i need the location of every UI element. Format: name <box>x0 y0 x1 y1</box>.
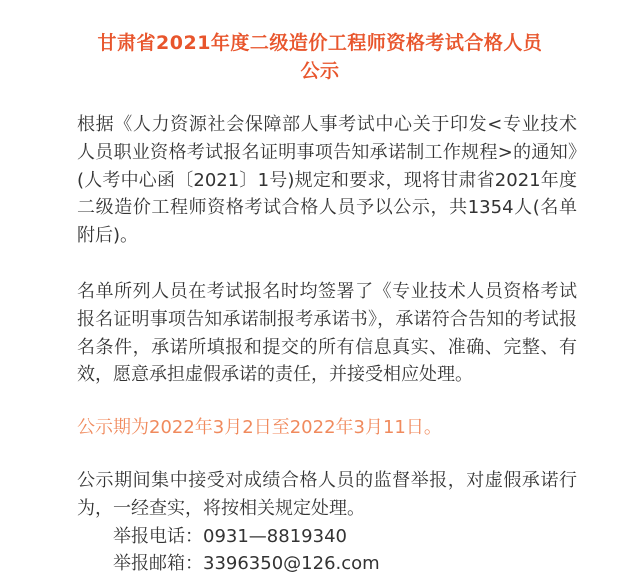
paragraph-legal-basis: 根据《人力资源社会保障部人事考试中心关于印发<专业技术人员职业资格考试报名证明事项告知承诺制工作规程>的通知》(人考中心函〔2021〕1号)规定和要求，现将甘肃省2021年度二级造价工程师资格考试合格人员予以公示，共1354人(名单附后)。 <box>77 114 577 247</box>
paragraph-commitment: 名单所列人员在考试报名时均签署了《专业技术人员资格考试报名证明事项告知承诺制报考承诺书》，承诺符合告知的考试报名条件，承诺所填报和提交的所有信息真实、准确、完整、有效，愿意承担虚假承诺的责任，并接受相应处理。 <box>77 281 577 386</box>
report-email: 举报邮箱：3396350@126.com <box>113 553 380 574</box>
report-phone: 举报电话：0931—8819340 <box>113 526 347 547</box>
announcement-title-line2: 公示 <box>300 60 340 82</box>
announcement-title-line1: 甘肃省2021年度二级造价工程师资格考试合格人员 <box>97 32 543 54</box>
paragraph-supervision: 公示期间集中接受对成绩合格人员的监督举报，对虚假承诺行为，一经查实，将按相关规定处理。 <box>77 470 577 519</box>
notice-period: 公示期为2022年3月2日至2022年3月11日。 <box>77 417 442 438</box>
